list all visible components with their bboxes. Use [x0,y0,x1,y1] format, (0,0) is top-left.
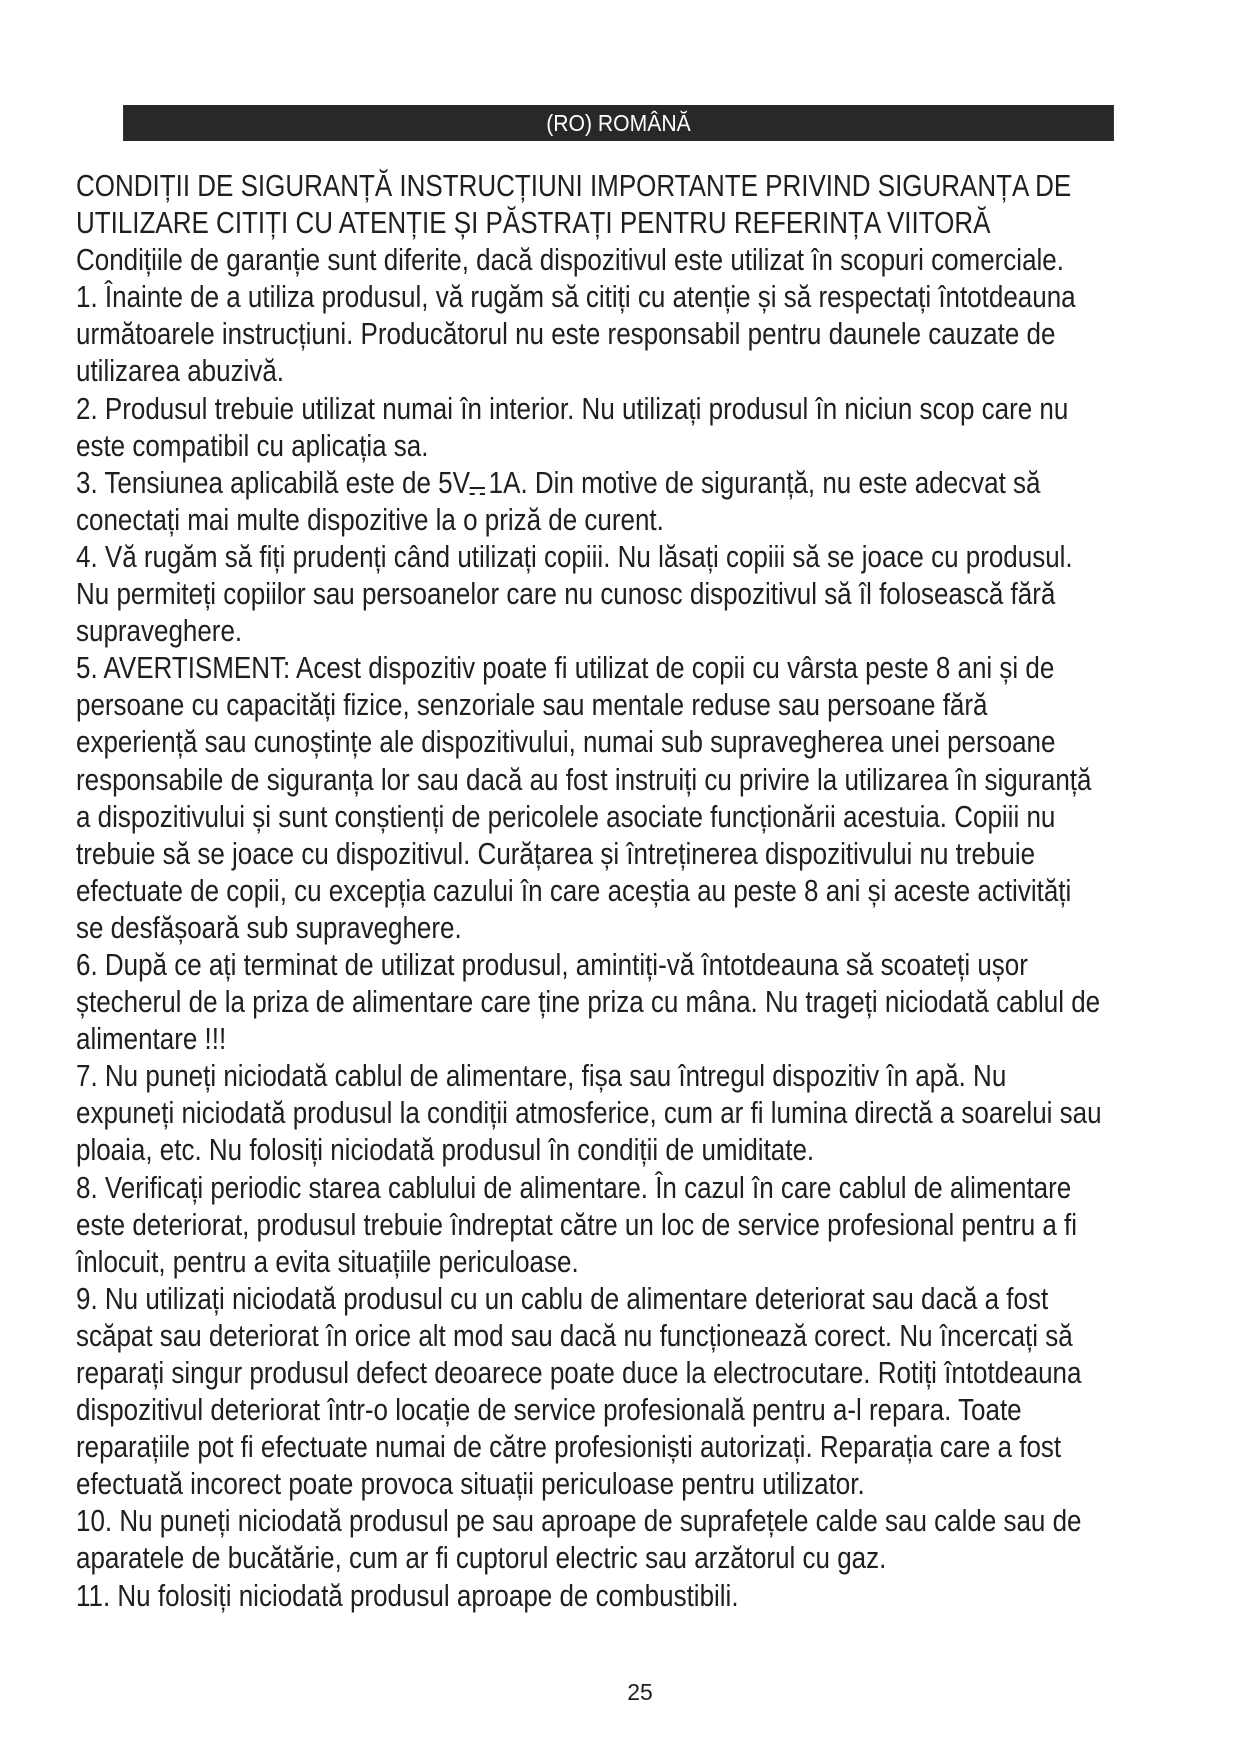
instruction-2-line: este compatibil cu aplicația sa. [76,428,429,463]
instruction-1-line: utilizarea abuzivă. [76,354,285,389]
instruction-7-line: ploaia, etc. Nu folosiți niciodată produsul în condiții de umiditate. [76,1133,815,1168]
warranty-note: Condițiile de garanție sunt diferite, dacă dispozitivul este utilizat în scopuri comerciale. [76,243,1064,278]
instruction-8-line: este deteriorat, produsul trebuie îndreptat către un loc de service profesional pentru a fi [76,1207,1078,1242]
heading-line: CONDIȚII DE SIGURANȚĂ INSTRUCȚIUNI IMPORTANTE PRIVIND SIGURANȚA DE [76,169,1072,203]
instruction-4-line: 4. Vă rugăm să fiți prudenți când utilizați copiii. Nu lăsați copiii să se joace cu produsul. [76,539,1073,574]
instruction-3-text: 3. Tensiunea aplicabilă este de 5V [76,465,470,500]
instruction-1-line: 1. Înainte de a utiliza produsul, vă rugăm să citiți cu atenție și să respectați întotdeauna [76,280,1076,315]
instruction-5-line: efectuate de copii, cu excepția cazului în care aceștia au peste 8 ani și aceste activități [76,873,1072,908]
language-banner: (RO) ROMÂNĂ [123,105,1114,141]
instruction-4-line: supraveghere. [76,614,243,649]
instruction-10-line: 10. Nu puneți niciodată produsul pe sau aproape de suprafețele calde sau calde sau de [76,1504,1082,1539]
instruction-5-line: responsabile de siguranța lor sau dacă au fost instruiți cu privire la utilizarea în siguranță [76,762,1092,797]
instruction-9-line: efectuată incorect poate provoca situații periculoase pentru utilizator. [76,1467,865,1502]
instruction-8-line: 8. Verificați periodic starea cablului de alimentare. În cazul în care cablul de alimentare [76,1170,1072,1205]
instruction-5-line: a dispozitivului și sunt conștienți de pericolele asociate funcționării acestuia. Copiii nu [76,799,1056,834]
instruction-1-line: următoarele instrucțiuni. Producătorul nu este responsabil pentru daunele cauzate de [76,317,1056,352]
instruction-5-line: experiență sau cunoștințe ale dispozitivului, numai sub supravegherea unei persoane [76,725,1056,760]
safety-instructions [76,168,1167,1615]
instruction-8-line: înlocuit, pentru a evita situațiile periculoase. [76,1244,579,1279]
instruction-5-line: 5. AVERTISMENT: Acest dispozitiv poate fi utilizat de copii cu vârsta peste 8 ani și de [76,651,1055,686]
instruction-9-line: reparațiile pot fi efectuate numai de către profesioniști autorizați. Reparația care a fost [76,1430,1062,1465]
instruction-7-line: expuneți niciodată produsul la condiții atmosferice, cum ar fi lumina directă a soarelui sau [76,1096,1102,1131]
instruction-2-line: 2. Produsul trebuie utilizat numai în interior. Nu utilizați produsul în niciun scop care nu [76,391,1069,426]
instruction-4-line: Nu permiteți copiilor sau persoanelor care nu cunosc dispozitivul să îl folosească fără [76,577,1056,612]
instruction-9-line: reparați singur produsul defect deoarece poate duce la electrocutare. Rotiți întotdeauna [76,1356,1082,1390]
instruction-11-line: 11. Nu folosiți niciodată produsul aproape de combustibili. [76,1578,739,1613]
instruction-6-line: ștecherul de la priza de alimentare care ține priza cu mâna. Nu trageți niciodată cablul de [76,985,1101,1020]
instruction-10-line: aparatele de bucătărie, cum ar fi cuptorul electric sau arzătorul cu gaz. [76,1541,887,1576]
page-number: 25 [627,1679,653,1705]
heading-line: UTILIZARE CITIȚI CU ATENȚIE ȘI PĂSTRAȚI PENTRU REFERINȚA VIITORĂ [76,206,991,241]
instruction-3-line [76,465,1167,502]
instruction-9-line: 9. Nu utilizați niciodată produsul cu un cablu de alimentare deteriorat sau dacă a fost [76,1281,1049,1316]
instruction-9-line: scăpat sau deteriorat în orice alt mod sau dacă nu funcționează corect. Nu încercați să [76,1318,1073,1353]
instruction-3-text: 1A. Din motive de siguranță, nu este adecvat să [488,465,1041,500]
dc-current-icon [470,487,485,499]
instruction-5-line: se desfășoară sub supraveghere. [76,910,462,945]
instruction-9-line: dispozitivul deteriorat într-o locație de service profesională pentru a-l repara. Toate [76,1393,1022,1428]
instruction-5-line: trebuie să se joace cu dispozitivul. Curățarea și întreținerea dispozitivului nu trebuie [76,836,1036,871]
instruction-6-line: alimentare !!! [76,1022,227,1057]
instruction-3-line: conectați mai multe dispozitive la o priză de curent. [76,502,664,537]
instruction-6-line: 6. După ce ați terminat de utilizat produsul, amintiți-vă întotdeauna să scoateți ușor [76,947,1028,982]
instruction-5-line: persoane cu capacități fizice, senzoriale sau mentale reduse sau persoane fără [76,688,988,723]
instruction-7-line: 7. Nu puneți niciodată cablul de alimentare, fișa sau întregul dispozitiv în apă. Nu [76,1059,1007,1094]
